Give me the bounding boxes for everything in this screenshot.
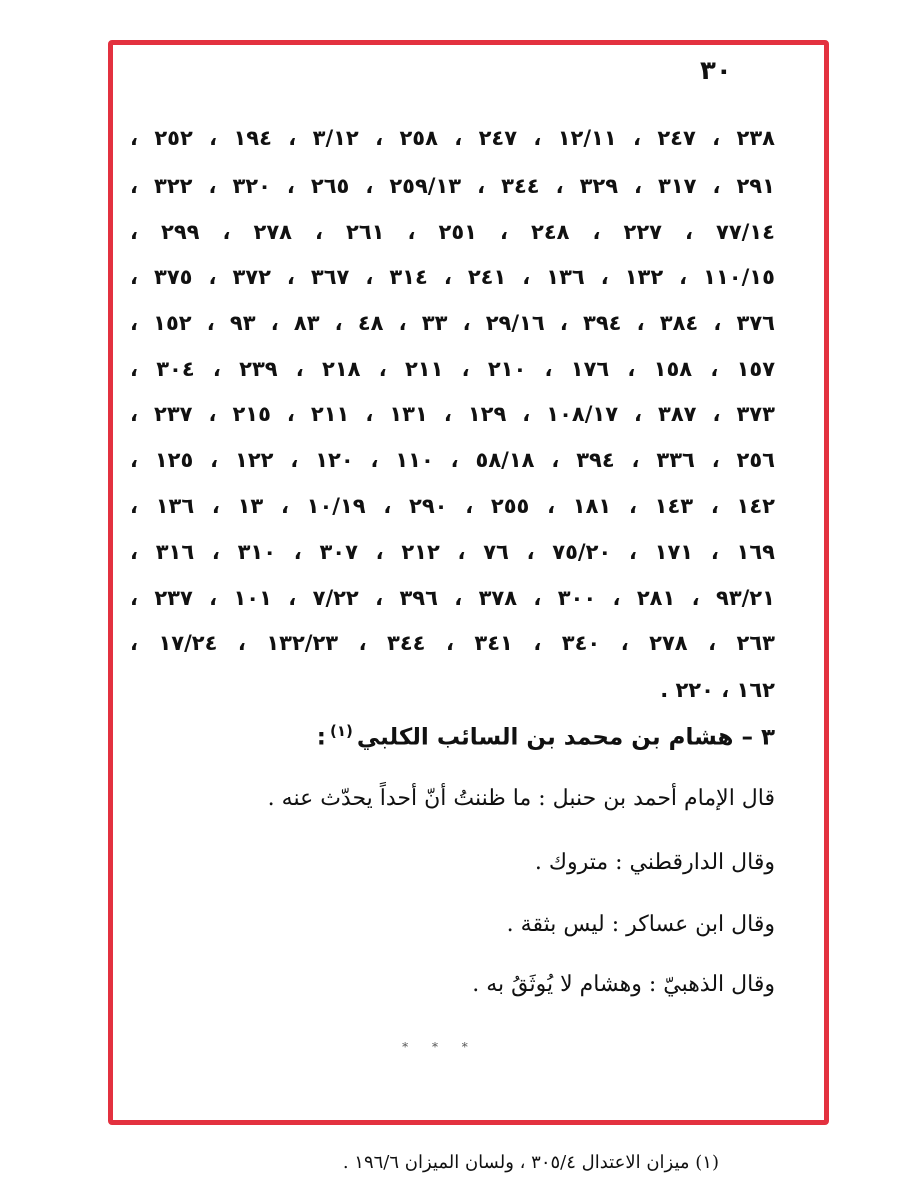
quote-ahmad: قال الإمام أحمد بن حنبل : ما ظننتُ أنّ أحداً يحدّث عنه . — [267, 786, 775, 811]
section-ornament: * * * — [402, 1040, 478, 1054]
reference-numbers-line: ٣٧٦ ، ٣٨٤ ، ٣٩٤ ، ٢٩/١٦ ، ٣٣ ، ٤٨ ، ٨٣ ، ٩٣ ، ١٥٢ ، — [130, 311, 775, 335]
quote-ibn-asakir: وقال ابن عساكر : ليس بثقة . — [506, 912, 775, 937]
reference-numbers-line: ١٤٢ ، ١٤٣ ، ١٨١ ، ٢٥٥ ، ٢٩٠ ، ١٠/١٩ ، ١٣ ، ١٣٦ ، — [130, 494, 775, 518]
reference-numbers-line: ٢٦٣ ، ٢٧٨ ، ٣٤٠ ، ٣٤١ ، ٣٤٤ ، ١٣٢/٢٣ ، ١٧/٢٤ ، — [130, 631, 775, 655]
footnote: (١) ميزان الاعتدال ٣٠٥/٤ ، ولسان الميزان ١٩٦/٦ . — [342, 1152, 719, 1173]
section-heading — [317, 722, 775, 751]
section-heading-colon: : — [316, 724, 326, 751]
footnote-reference: (١) — [330, 722, 353, 740]
page-number: ٣٠ — [700, 56, 732, 86]
reference-numbers-line: ٢٣٨ ، ٢٤٧ ، ١٢/١١ ، ٢٤٧ ، ٢٥٨ ، ٣/١٢ ، ١٩٤ ، ٢٥٢ ، — [130, 126, 775, 150]
reference-numbers-line: ٢٩١ ، ٣١٧ ، ٣٢٩ ، ٣٤٤ ، ٢٥٩/١٣ ، ٢٦٥ ، ٣٢٠ ، ٣٢٢ ، — [130, 174, 775, 198]
reference-numbers-line: ١١٠/١٥ ، ١٣٢ ، ١٣٦ ، ٢٤١ ، ٣١٤ ، ٣٦٧ ، ٣٧٢ ، ٣٧٥ ، — [130, 265, 775, 289]
reference-numbers-line: ١٦٢ ، ٢٢٠ . — [660, 678, 775, 702]
section-heading-title: ٣ – هشام بن محمد بن السائب الكلبي — [356, 724, 775, 751]
reference-numbers-line: ٢٥٦ ، ٣٣٦ ، ٣٩٤ ، ٥٨/١٨ ، ١١٠ ، ١٢٠ ، ١٢٢ ، ١٢٥ ، — [130, 448, 775, 472]
quote-dhahabi: وقال الذهبيّ : وهشام لا يُوثَقُ به . — [472, 972, 775, 997]
reference-numbers-line: ١٦٩ ، ١٧١ ، ٧٥/٢٠ ، ٧٦ ، ٢١٢ ، ٣٠٧ ، ٣١٠ ، ٣١٦ ، — [130, 540, 775, 564]
reference-numbers-line: ٧٧/١٤ ، ٢٢٧ ، ٢٤٨ ، ٢٥١ ، ٢٦١ ، ٢٧٨ ، ٢٩٩ ، — [130, 220, 775, 244]
reference-numbers-line: ٣٧٣ ، ٣٨٧ ، ١٠٨/١٧ ، ١٢٩ ، ١٣١ ، ٢١١ ، ٢١٥ ، ٢٣٧ ، — [130, 402, 775, 426]
quote-daraqutni: وقال الدارقطني : متروك . — [534, 850, 775, 875]
reference-numbers-line: ٩٣/٢١ ، ٢٨١ ، ٣٠٠ ، ٣٧٨ ، ٣٩٦ ، ٧/٢٢ ، ١٠١ ، ٢٣٧ ، — [130, 586, 775, 610]
reference-numbers-line: ١٥٧ ، ١٥٨ ، ١٧٦ ، ٢١٠ ، ٢١١ ، ٢١٨ ، ٢٣٩ ، ٣٠٤ ، — [130, 357, 776, 381]
